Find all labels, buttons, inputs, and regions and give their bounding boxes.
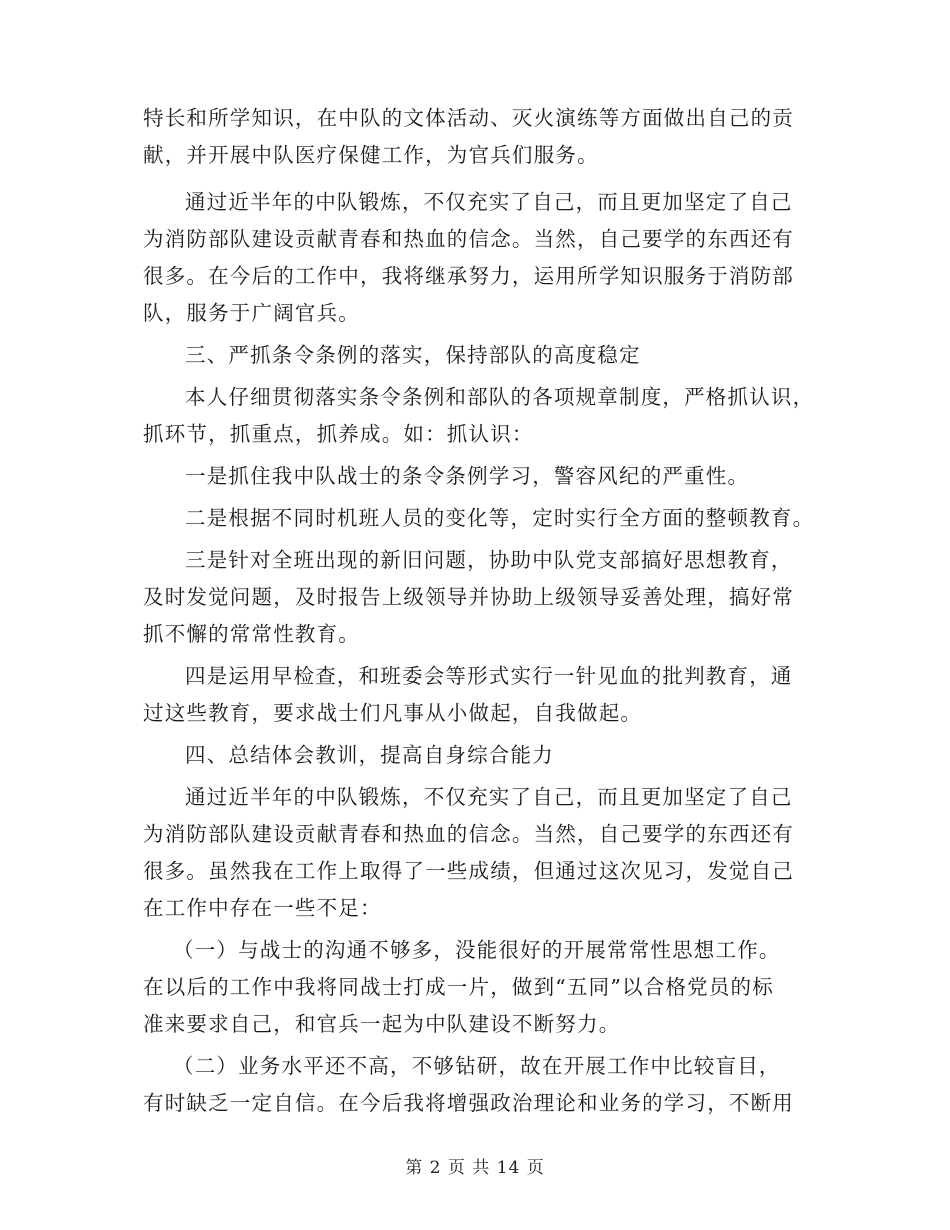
text-line: 及时发觉问题，及时报告上级领导并协助上级领导妥善处理，搞好常 [143, 585, 794, 609]
page-number-footer: 第 2 页 共 14 页 [405, 1158, 545, 1178]
text-line: 二是根据不同时机班人员的变化等，定时实行全方面的整顿教育。 [185, 506, 815, 530]
text-line: 通过近半年的中队锻炼，不仅充实了自己，而且更加坚定了自己 [185, 785, 793, 809]
text-line: （一）与战士的沟通不够多，没能很好的开展常常性思想工作。 [173, 938, 781, 962]
text-line: 三是针对全班出现的新旧问题，协助中队党支部搞好思想教育， [185, 548, 793, 572]
text-line: （二）业务水平还不高，不够钻研，故在开展工作中比较盲目， [173, 1054, 781, 1078]
text-line: 抓不懈的常常性教育。 [143, 622, 360, 646]
section-heading: 三、严抓条令条例的落实，保持部队的高度稳定 [185, 343, 641, 367]
text-line: 为消防部队建设贡献青春和热血的信念。当然，自己要学的东西还有 [143, 822, 794, 846]
text-line: 很多。在今后的工作中，我将继承努力，运用所学知识服务于消防部 [143, 264, 794, 288]
text-line: 有时缺乏一定自信。在今后我将增强政治理论和业务的学习，不断用 [143, 1091, 794, 1115]
text-line: 献，并开展中队医疗保健工作，为官兵们服务。 [143, 143, 599, 167]
text-line: 为消防部队建设贡献青春和热血的信念。当然，自己要学的东西还有 [143, 227, 794, 251]
section-heading: 四、总结体会教训，提高自身综合能力 [185, 743, 554, 767]
text-line: 准来要求自己，和官兵一起为中队建设不断努力。 [143, 1012, 621, 1036]
text-line: 本人仔细贯彻落实条令条例和部队的各项规章制度，严格抓认识， [185, 385, 815, 409]
text-line: 在工作中存在一些不足： [143, 896, 382, 920]
text-line: 过这些教育，要求战士们凡事从小做起，自我做起。 [143, 701, 643, 725]
text-line: 四是运用早检查，和班委会等形式实行一针见血的批判教育，通 [185, 664, 793, 688]
text-line: 一是抓住我中队战士的条令条例学习，警容风纪的严重性。 [185, 464, 750, 488]
text-line: 在以后的工作中我将同战士打成一片，做到“五同”以合格党员的标 [143, 975, 774, 999]
text-line: 抓环节，抓重点，抓养成。如：抓认识： [143, 422, 534, 446]
text-line: 队，服务于广阔官兵。 [143, 301, 360, 325]
text-line: 很多。虽然我在工作上取得了一些成绩，但通过这次见习，发觉自己 [143, 859, 794, 883]
text-line: 通过近半年的中队锻炼，不仅充实了自己，而且更加坚定了自己 [185, 190, 793, 214]
text-line: 特长和所学知识，在中队的文体活动、灭火演练等方面做出自己的贡 [143, 106, 794, 130]
